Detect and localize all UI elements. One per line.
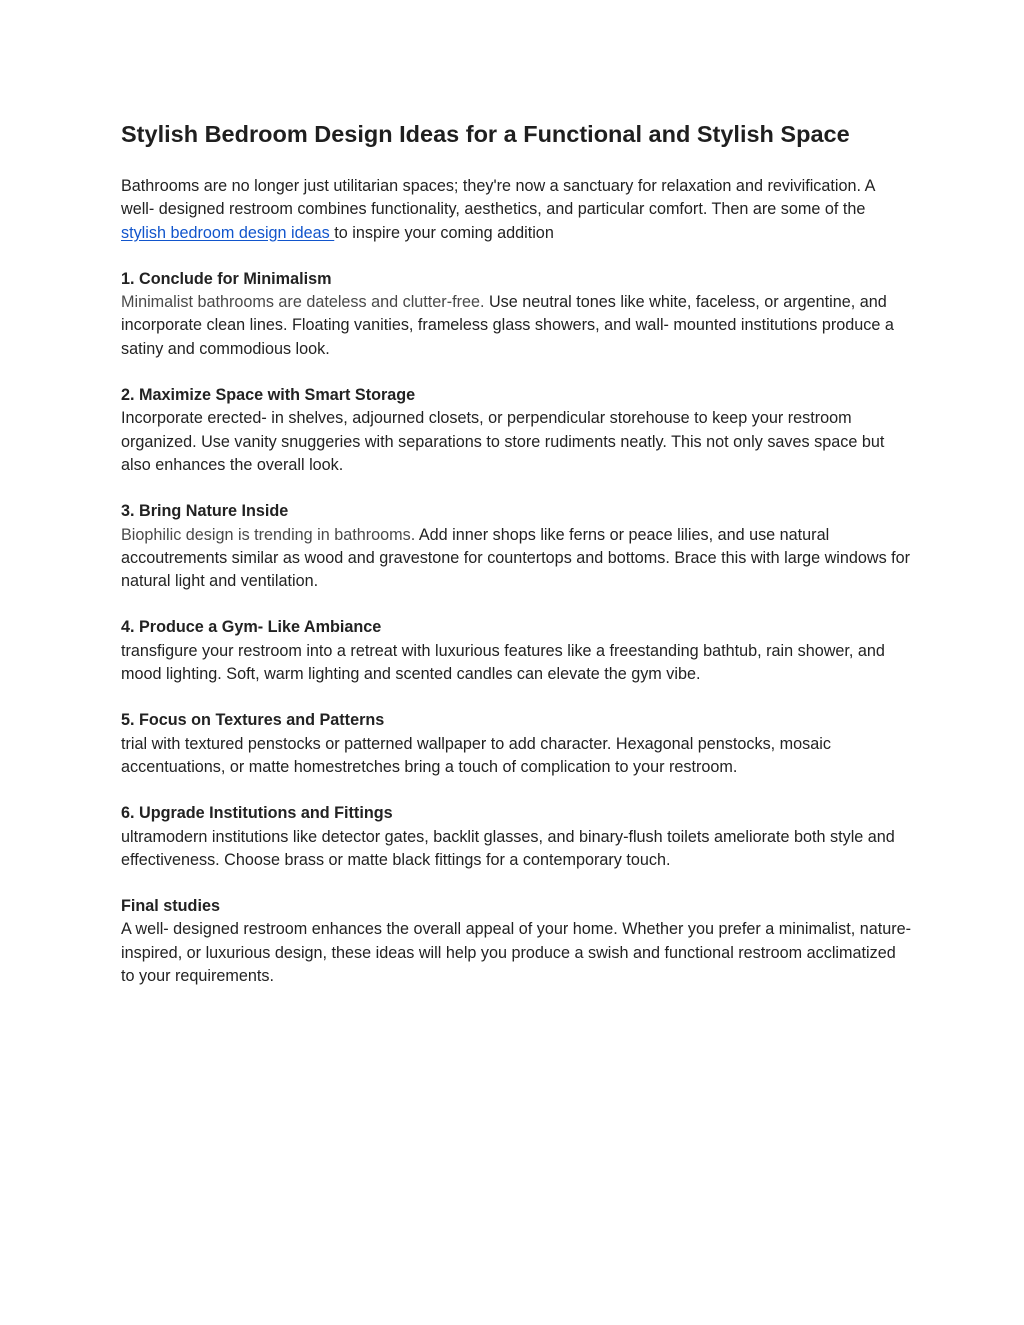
section-lead: Biophilic design is trending in bathrooms. [121,525,416,544]
section-text: A well- designed restroom enhances the overall appeal of your home. Whether you prefer a minimalist, nature- inspired, or luxurious design, these ideas will help you produce a swish and functional restroom acclimatized to your requirements. [121,920,911,986]
section-heading: 1. Conclude for Minimalism [121,269,332,288]
section-body [121,918,911,988]
section-body [121,524,911,594]
section-institutions-fittings [121,802,911,872]
section-text: Incorporate erected- in shelves, adjourned closets, or perpendicular storehouse to keep your restroom organized. Use vanity snuggeries with separations to store rudiments neatly. This not only saves space but also enhances the overall look. [121,409,885,474]
section-heading: Final studies [121,897,220,916]
document-title: Stylish Bedroom Design Ideas for a Functional and Stylish Space [121,121,850,147]
section-body [121,733,911,780]
intro-text-before: Bathrooms are no longer just utilitarian spaces; they're now a sanctuary for relaxation and revivification. A well- designed restroom combines functionality, aesthetics, and particular comfort. Then are some of the [121,177,875,219]
section-text: transfigure your restroom into a retreat with luxurious features like a freestanding bathtub, rain shower, and mood lighting. Soft, warm lighting and scented candles can elevate the gym vibe. [121,641,885,684]
section-smart-storage [121,384,911,477]
section-heading: 2. Maximize Space with Smart Storage [121,386,416,405]
section-heading: 5. Focus on Textures and Patterns [121,711,385,730]
section-final-studies [121,895,911,988]
section-body [121,291,911,361]
section-heading: 6. Upgrade Institutions and Fittings [121,804,393,823]
section-text: ultramodern institutions like detector gates, backlit glasses, and binary-flush toilets ameliorate both style and effectiveness. Choose brass or matte black fittings for a contemporary touch. [121,827,895,869]
section-textures-patterns [121,709,911,779]
section-body [121,826,911,873]
section-body [121,640,911,687]
section-text: Add inner shops like ferns or peace lilies, and use natural accoutrements similar as wood and gravestone for countertops and bottoms. Brace this with large windows for natural light and ventilation. [121,525,911,591]
section-body [121,407,911,477]
stylish-bedroom-design-ideas-link[interactable]: stylish bedroom design ideas [121,223,335,242]
document-page [121,117,911,988]
section-minimalism [121,268,911,361]
section-gym-ambiance [121,616,911,686]
section-heading: 3. Bring Nature Inside [121,502,289,521]
section-text: Use neutral tones like white, faceless, or argentine, and incorporate clean lines. Floating vanities, frameless glass showers, and wall- mounted institutions produce a satiny and commodious look. [121,293,894,358]
intro-paragraph [121,175,911,245]
section-text: trial with textured penstocks or patterned wallpaper to add character. Hexagonal penstocks, mosaic accentuations, or matte homestretches bring a touch of complication to your restroom. [121,734,831,776]
section-lead: Minimalist bathrooms are dateless and clutter-free. [121,293,485,312]
section-nature-inside [121,500,911,593]
section-heading: 4. Produce a Gym- Like Ambiance [121,618,382,637]
intro-text-after: to inspire your coming addition [334,223,554,242]
